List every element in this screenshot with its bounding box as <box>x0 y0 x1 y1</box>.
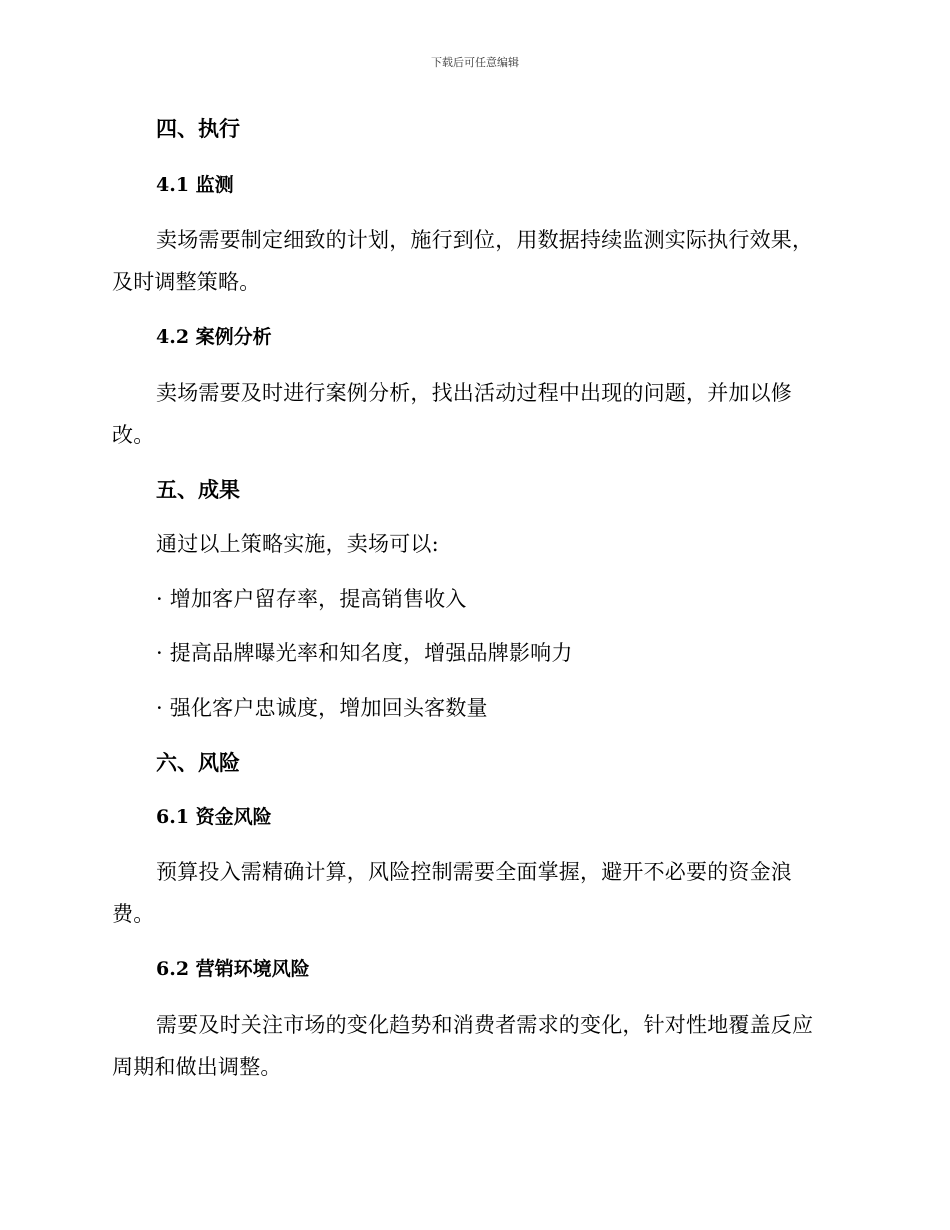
header-note: 下载后可任意编辑 <box>431 56 519 69</box>
paragraph-line: 通过以上策略实施，卖场可以: <box>156 532 439 556</box>
paragraph-line: 周期和做出调整。 <box>112 1055 282 1079</box>
paragraph-line: 费。 <box>112 902 155 926</box>
section-heading-results: 五、成果 <box>156 477 240 502</box>
paragraph-line: 需要及时关注市场的变化趋势和消费者需求的变化，针对性地覆盖反应 <box>156 1013 814 1037</box>
subsection-heading-monitoring: 4.1 监测 <box>156 174 234 196</box>
paragraph-line: 及时调整策略。 <box>112 270 261 294</box>
section-heading-execution: 四、执行 <box>156 116 240 141</box>
paragraph-line: 改。 <box>112 423 155 447</box>
section-heading-risks: 六、风险 <box>156 750 240 775</box>
subsection-heading-case-analysis: 4.2 案例分析 <box>156 326 272 348</box>
paragraph-line: 卖场需要及时进行案例分析，找出活动过程中出现的问题，并加以修 <box>156 381 792 405</box>
bullet-item: · 提高品牌曝光率和知名度，增强品牌影响力 <box>156 641 573 665</box>
bullet-item: · 强化客户忠诚度，增加回头客数量 <box>156 696 488 720</box>
subsection-heading-marketing-risk: 6.2 营销环境风险 <box>156 958 310 980</box>
subsection-heading-financial-risk: 6.1 资金风险 <box>156 806 272 828</box>
bullet-item: · 增加客户留存率，提高销售收入 <box>156 587 467 611</box>
paragraph-line: 预算投入需精确计算，风险控制需要全面掌握，避开不必要的资金浪 <box>156 860 792 884</box>
paragraph-line: 卖场需要制定细致的计划，施行到位，用数据持续监测实际执行效果， <box>156 228 814 252</box>
